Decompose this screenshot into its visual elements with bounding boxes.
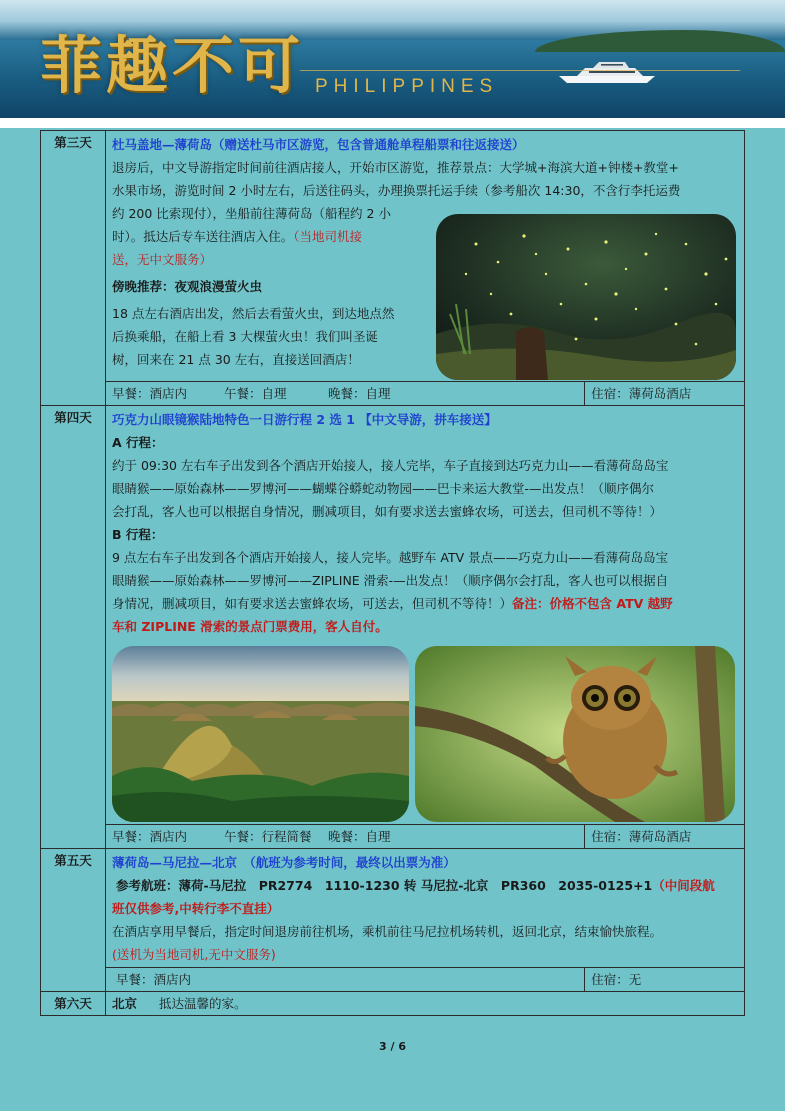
- chocolate-hills-image: [112, 646, 409, 822]
- day4-b-line3: 身情况，删减项目，如有要求送去蜜蜂农场，可送去，但司机不等待！）: [112, 596, 513, 611]
- banner-divider: [300, 70, 740, 71]
- day4-a-line1: 约于 09:30 左右车子出发到各个酒店开始接人，接人完毕，车子直接到达巧克力山——看薄荷岛岛宝: [112, 458, 669, 473]
- day4-b-line1: 9 点左右车子出发到各个酒店开始接人，接人完毕。越野车 ATV 景点——巧克力山——看薄荷岛岛宝: [112, 550, 669, 565]
- day3-row: [41, 131, 745, 382]
- day5-stay: 住宿：无: [585, 968, 745, 992]
- day6-content: [106, 992, 745, 1016]
- day4-row: [41, 406, 745, 825]
- day4-lunch: 午餐：行程简餐: [224, 829, 312, 844]
- tarsier-image: [415, 646, 735, 822]
- day4-note-cont: 车和 ZIPLINE 滑索的景点门票费用，客人自付。: [112, 619, 388, 634]
- day3-meals: [106, 382, 585, 406]
- day4-note: 备注：价格不包含 ATV 越野: [512, 596, 673, 611]
- day4-a-label: A 行程：: [112, 435, 164, 450]
- day5-heading: 薄荷岛—马尼拉—北京 （航班为参考时间，最终以出票为准）: [112, 855, 456, 870]
- day3-breakfast: 早餐：酒店内: [112, 386, 188, 401]
- day5-body: 在酒店享用早餐后，指定时间退房前往机场，乘机前往马尼拉机场转机，返回北京，结束愉快旅程。: [112, 924, 663, 939]
- day4-stay: 住宿：薄荷岛酒店: [585, 825, 745, 849]
- day6-row: [41, 992, 745, 1016]
- day4-a-line3: 会打乱，客人也可以根据自身情况，删减项目，如有要求送去蜜蜂农场，可送去，但司机不等待！）: [112, 504, 663, 519]
- day5-content: [106, 849, 745, 968]
- day3-body-line4: 时）。抵达后专车送往酒店入住。: [112, 229, 294, 244]
- day4-content: [106, 406, 745, 825]
- day4-meals-row: [41, 825, 745, 849]
- day3-meals-row: [41, 382, 745, 406]
- day4-dinner: 晚餐：自理: [328, 829, 391, 844]
- day6-body: 抵达温馨的家。: [159, 996, 247, 1011]
- day3-heading: 杜马盖地—薄荷岛（赠送杜马市区游览，包含普通舱单程船票和往返接送）: [112, 137, 525, 152]
- day4-meals: [106, 825, 585, 849]
- day3-lunch: 午餐：自理: [224, 386, 287, 401]
- day3-label: 第三天: [41, 131, 106, 406]
- day3-dinner: 晚餐：自理: [328, 386, 391, 401]
- day5-breakfast: 早餐：酒店内: [106, 968, 585, 992]
- banner-subtitle: PHILIPPINES: [315, 76, 499, 97]
- day4-a-line2: 眼睛猴——原始森林——罗博河——蝴蝶谷蟒蛇动物园——巴卡来运大教堂-—出发点！（顺序偶尔: [112, 481, 655, 496]
- day5-label: 第五天: [41, 849, 106, 992]
- page-number: 3 / 6: [379, 1040, 406, 1053]
- day5-flight-note-cont: 班仅供参考,中转行李不直挂）: [112, 901, 280, 916]
- day3-driver-note-cont: 送，无中文服务）: [112, 252, 213, 267]
- day3-recommend-line1: 18 点左右酒店出发，然后去看萤火虫，到达地点然: [112, 306, 395, 321]
- day5-driver-note: (送机为当地司机,无中文服务): [112, 947, 276, 962]
- day3-body-line2: 水果市场，游览时间 2 小时左右，后送往码头，办理换票托运手续（参考船次 14:30，不含行李托运费: [112, 183, 681, 198]
- day3-stay: 住宿：薄荷岛酒店: [585, 382, 745, 406]
- day3-body-line3: 约 200 比索现付），坐船前往薄荷岛（船程约 2 小: [112, 206, 391, 221]
- day3-body-line1: 退房后，中文导游指定时间前往酒店接人，开始市区游览，推荐景点：大学城+海滨大道+钟楼+教堂+: [112, 160, 679, 175]
- day3-driver-note: （当地司机接: [293, 229, 363, 244]
- day6-label: 第六天: [41, 992, 106, 1016]
- day3-recommend-label: 傍晚推荐：夜观浪漫萤火虫: [112, 279, 263, 294]
- day4-breakfast: 早餐：酒店内: [112, 829, 188, 844]
- firefly-image: [436, 214, 736, 380]
- day5-flight-note: （中间段航: [652, 878, 715, 893]
- day4-label: 第四天: [41, 406, 106, 849]
- day3-content: [106, 131, 745, 382]
- firefly-photo: [436, 214, 736, 380]
- day4-b-label: B 行程：: [112, 527, 164, 542]
- day4-heading: 巧克力山眼镜猴陆地特色一日游行程 2 选 1 【中文导游，拼车接送】: [112, 412, 497, 427]
- day5-meals-row: [41, 968, 745, 992]
- yacht-image: [555, 58, 665, 84]
- island-silhouette: [535, 30, 785, 52]
- tarsier-photo: [415, 646, 735, 822]
- day6-place: 北京: [112, 996, 138, 1011]
- day3-recommend-line2: 后换乘船，在船上看 3 大棵萤火虫！我们叫圣诞: [112, 329, 378, 344]
- day4-b-line2: 眼睛猴——原始森林——罗博河——ZIPLINE 滑索-—出发点！（顺序偶尔会打乱，客人也可以根据自: [112, 573, 669, 588]
- itinerary-table: [40, 130, 745, 1016]
- banner-gap: [0, 118, 785, 128]
- header-banner: [0, 0, 785, 118]
- day5-flight: 参考航班：薄荷-马尼拉 PR2774 1110-1230 转 马尼拉-北京 PR360 2035-0125+1: [116, 878, 653, 893]
- banner-title: 菲趣不可: [40, 29, 305, 102]
- day5-row: [41, 849, 745, 968]
- day3-recommend-line3: 树，回来在 21 点 30 左右，直接送回酒店！: [112, 352, 360, 367]
- chocolate-hills-photo: [112, 646, 409, 822]
